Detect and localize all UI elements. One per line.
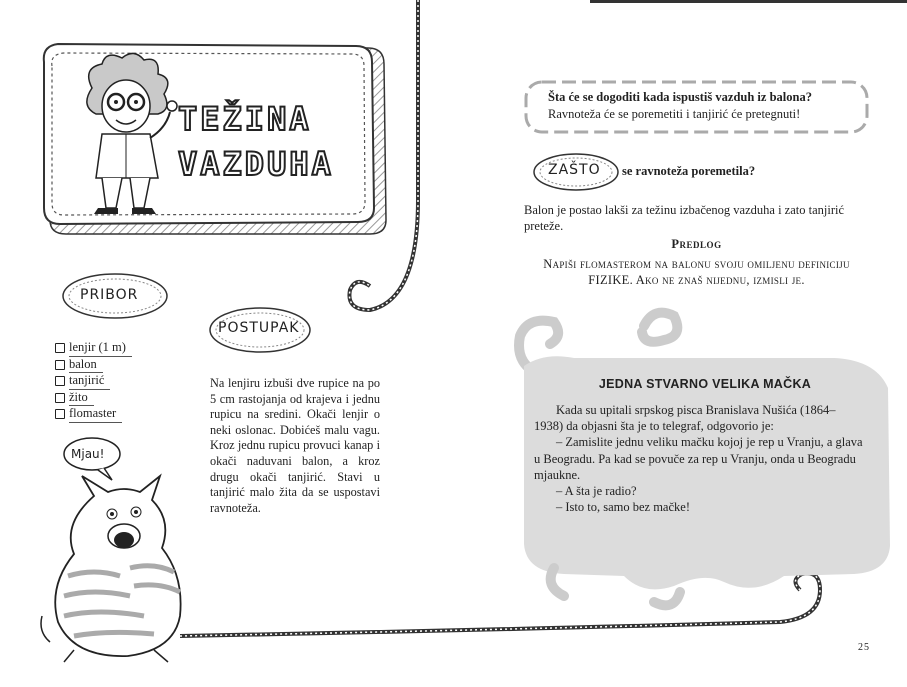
why-question: se ravnoteža poremetila? (622, 164, 756, 178)
story-paragraph: – Isto to, samo bez mačke! (556, 500, 690, 515)
suggestion-text: Napiši flomasterom na balonu svoju omiljenu definiciju FIZIKE. Ako ne znaš nijednu, izmisli je. (543, 257, 850, 287)
story-paragraph: – A šta je radio? (556, 484, 637, 499)
supply-item: žito (55, 390, 132, 407)
question-box (524, 80, 869, 134)
title-line-2: VAZDUHA (178, 145, 334, 183)
checkbox-icon (55, 360, 65, 370)
supplies-list (55, 340, 132, 423)
story-paragraph: Kada su upitali srpskog pisca Branislava Nušića (1864–1938) da objasni šta je to telegraf, odgovorio je: (534, 403, 836, 434)
why-answer: Balon je postao lakši za težinu izbačenog vazduha i zato tanjirić preteže. (524, 203, 845, 233)
scientist-illustration (62, 48, 182, 220)
question-text: Šta će se dogoditi kada ispustiš vazduh iz balona? (548, 90, 812, 104)
supply-item: flomaster (55, 406, 132, 423)
story-title: JEDNA STVARNO VELIKA MAČKA (598, 377, 812, 391)
checkbox-icon (55, 393, 65, 403)
title-line-1: TEŽINA (178, 100, 312, 138)
rope-top (330, 0, 450, 330)
checkbox-icon (55, 376, 65, 386)
supplies-heading: PRIBOR (80, 287, 139, 303)
checkbox-icon (55, 409, 65, 419)
why-tag: ZAŠTO (548, 162, 601, 178)
question-answer: Ravnoteža će se poremetiti i tanjirić će pretegnuti! (548, 107, 801, 121)
supply-item: lenjir (1 m) (55, 340, 132, 357)
cat-speech: Mjau! (71, 447, 105, 461)
procedure-text: Na lenjiru izbuši dve rupice na po 5 cm rastojanja od krajeva i jednu rupicu na sredini. Okači lenjir o neki oslonac. Dobićeš malu vagu. Kroz jednu rupicu provuci kanap i okači naduvani balon, a kroz drugu okači tanjirić. Stavi u tanjirić malo žita da se uspostavi ravnoteža. (210, 376, 380, 515)
story-paragraph: – Zamislite jednu veliku mačku kojoj je rep u Vranju, a glava u Beogradu. Pa kad se povuče za rep u Vranju, onda u Beogradu mjaukne. (534, 435, 863, 482)
supply-item: tanjirić (55, 373, 132, 390)
top-rule (590, 0, 907, 3)
checkbox-icon (55, 343, 65, 353)
page-number: 25 (858, 642, 870, 653)
suggestion-title: Predlog (671, 237, 722, 251)
story-body (534, 402, 864, 515)
procedure-heading: POSTUPAK (218, 320, 300, 336)
supply-item: balon (55, 357, 132, 374)
